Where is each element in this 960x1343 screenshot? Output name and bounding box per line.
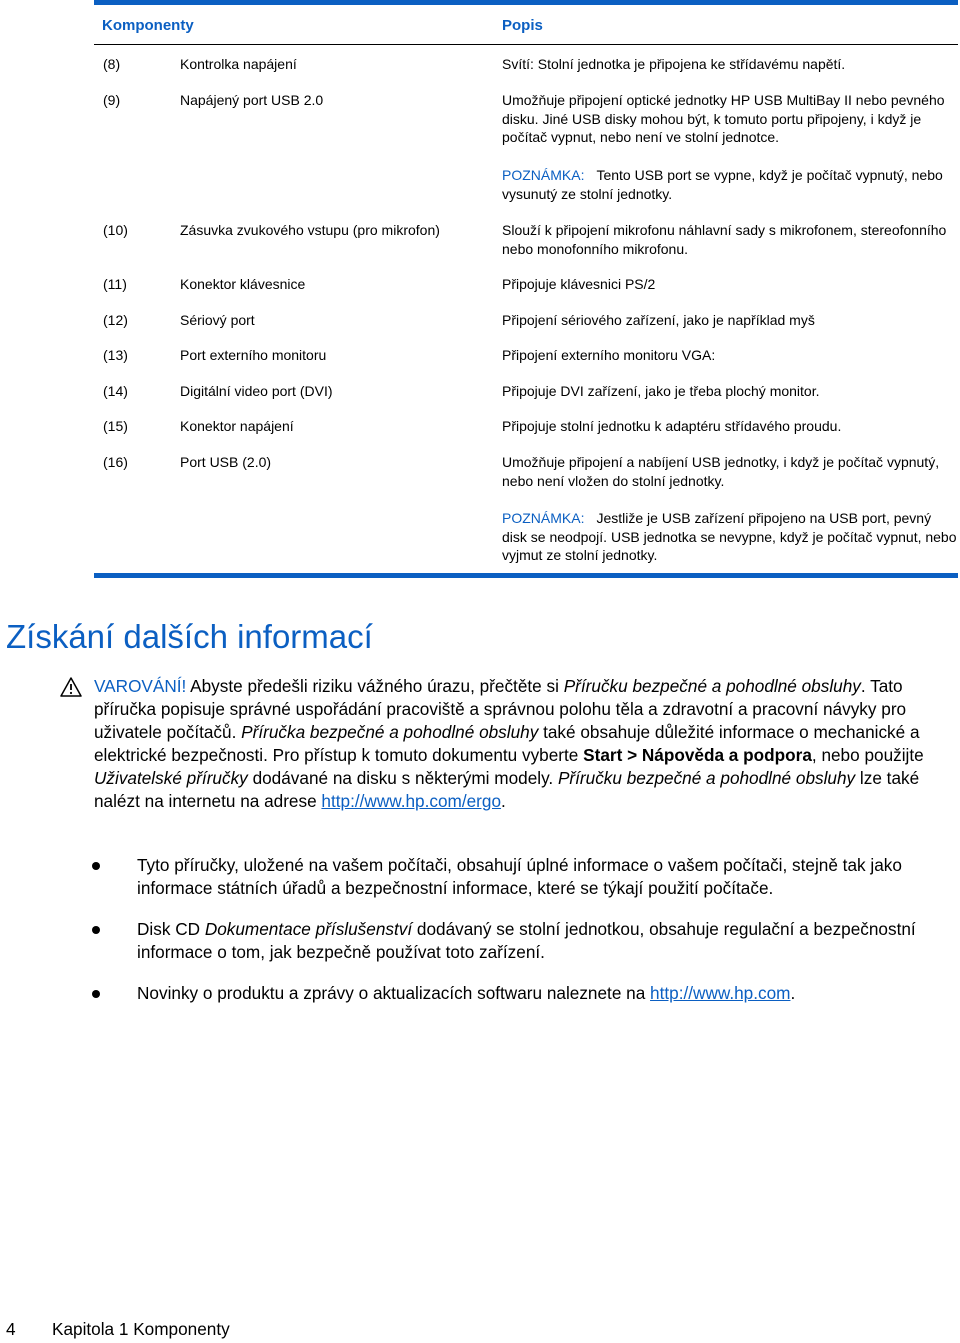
component-description: Připojení sériového zařízení, jako je například myš xyxy=(502,312,815,328)
hp-link[interactable]: http://www.hp.com xyxy=(650,983,791,1003)
component-name: Konektor klávesnice xyxy=(180,276,306,292)
warning-segment: dodávané na disku s některými modely. xyxy=(252,768,554,788)
component-description: Připojuje klávesnici PS/2 xyxy=(502,276,656,292)
row-number: (14) xyxy=(103,383,128,399)
column-header-description: Popis xyxy=(502,17,543,34)
note xyxy=(502,166,957,203)
note-label: POZNÁMKA: xyxy=(502,510,585,526)
component-name: Kontrolka napájení xyxy=(180,56,297,72)
warning-text xyxy=(94,675,960,813)
component-name: Napájený port USB 2.0 xyxy=(180,92,324,108)
warning-segment: také obsahuje důležité informace o mechanické a elektrické bezpečnosti. Pro přístup k tomuto dokumentu vyberte xyxy=(94,722,920,765)
ergo-link[interactable]: http://www.hp.com/ergo xyxy=(321,791,502,811)
component-description: Připojuje stolní jednotku k adaptéru střídavého proudu. xyxy=(502,418,842,434)
component-name: Port externího monitoru xyxy=(180,347,327,363)
note-text: Jestliže je USB zařízení připojeno na USB port, pevný disk se neodpojí. USB jednotka se nevypne, když je počítač vypnut, nebo vyjmut ze stolní jednotky. xyxy=(502,510,957,563)
list-segment: Novinky o produktu a zprávy o aktualizacích softwaru naleznete na xyxy=(137,983,646,1003)
table-bottom-rule xyxy=(94,573,958,578)
component-description: Svítí: Stolní jednotka je připojena ke střídavému napětí. xyxy=(502,56,846,72)
bullet-icon xyxy=(92,862,100,870)
warning-segment: . Tato příručka popisuje správné uspořádání pracoviště a správnou polohu těla a zdravotní a pracovní návyky pro uživatele počítačů. xyxy=(94,676,907,742)
row-number: (12) xyxy=(103,312,128,328)
row-number: (10) xyxy=(103,222,128,238)
warning-segment: , nebo použijte xyxy=(811,745,924,765)
list-item-text: Tyto příručky, uložené na vašem počítači, obsahují úplné informace o vašem počítači, stejně tak jako informace státních úřadů a bezpečnostní informace, které se týkají použití počítače. xyxy=(137,855,902,898)
bullet-icon xyxy=(92,990,100,998)
warning-label: VAROVÁNÍ! xyxy=(94,676,187,696)
row-number: (15) xyxy=(103,418,128,434)
menu-path: Start > Nápověda a podpora xyxy=(583,745,812,765)
bullet-icon xyxy=(92,926,100,934)
component-name: Port USB (2.0) xyxy=(180,454,272,470)
page-number: 4 xyxy=(6,1319,16,1339)
component-name: Zásuvka zvukového vstupu (pro mikrofon) xyxy=(180,222,440,238)
component-name: Digitální video port (DVI) xyxy=(180,383,333,399)
manual-title: Příručku bezpečné a pohodlné obsluhy xyxy=(563,676,861,696)
row-number: (11) xyxy=(103,276,127,292)
list-segment: dodávaný se stolní jednotkou, obsahuje regulační a bezpečnostní informace o tom, jak bezpečně používat toto zařízení. xyxy=(137,919,916,962)
manual-title: Uživatelské příručky xyxy=(94,768,248,788)
chapter-title: Kapitola 1 Komponenty xyxy=(52,1319,230,1339)
list-segment: Disk CD xyxy=(137,919,201,939)
component-description: Připojuje DVI zařízení, jako je třeba plochý monitor. xyxy=(502,383,820,399)
list-item-text xyxy=(137,982,960,1005)
note-text: Tento USB port se vypne, když je počítač vypnutý, nebo vysunutý ze stolní jednotky. xyxy=(502,167,943,202)
column-header-components: Komponenty xyxy=(102,17,194,34)
warning-segment: . xyxy=(501,791,506,811)
manual-title: Příručka bezpečné a pohodlné obsluhy xyxy=(241,722,539,742)
row-number: (8) xyxy=(103,56,121,72)
component-description: Umožňuje připojení optické jednotky HP USB MultiBay II nebo pevného disku. Jiné USB disky mohou být, k tomuto portu připojeny, i když je počítač vypnut, nebo není ve stolní jednotce. xyxy=(502,92,945,145)
table-header xyxy=(94,0,958,45)
warning-icon xyxy=(60,677,82,697)
note-label: POZNÁMKA: xyxy=(502,167,585,183)
component-description: Umožňuje připojení a nabíjení USB jednotky, i když je počítač vypnutý, nebo není vložen do stolní jednotky. xyxy=(502,454,940,489)
list-segment: . xyxy=(790,983,796,1003)
header-divider xyxy=(94,44,958,45)
manual-title: Příručku bezpečné a pohodlné obsluhy xyxy=(557,768,856,788)
row-number: (13) xyxy=(103,347,128,363)
document-title: Dokumentace příslušenství xyxy=(204,919,413,939)
component-description: Připojení externího monitoru VGA: xyxy=(502,347,716,363)
component-description: Slouží k připojení mikrofonu náhlavní sady s mikrofonem, stereofonního nebo monofonního mikrofonu. xyxy=(502,222,947,257)
component-name: Sériový port xyxy=(180,312,255,328)
row-number: (9) xyxy=(103,92,121,108)
row-number: (16) xyxy=(103,454,128,470)
list-item-text xyxy=(137,918,960,964)
note xyxy=(502,509,957,565)
component-name: Konektor napájení xyxy=(180,418,294,434)
section-heading: Získání dalších informací xyxy=(6,618,373,655)
warning-segment: Abyste předešli riziku vážného úrazu, přečtěte si xyxy=(190,676,559,696)
warning-segment: lze také nalézt na internetu na adrese xyxy=(94,768,920,811)
